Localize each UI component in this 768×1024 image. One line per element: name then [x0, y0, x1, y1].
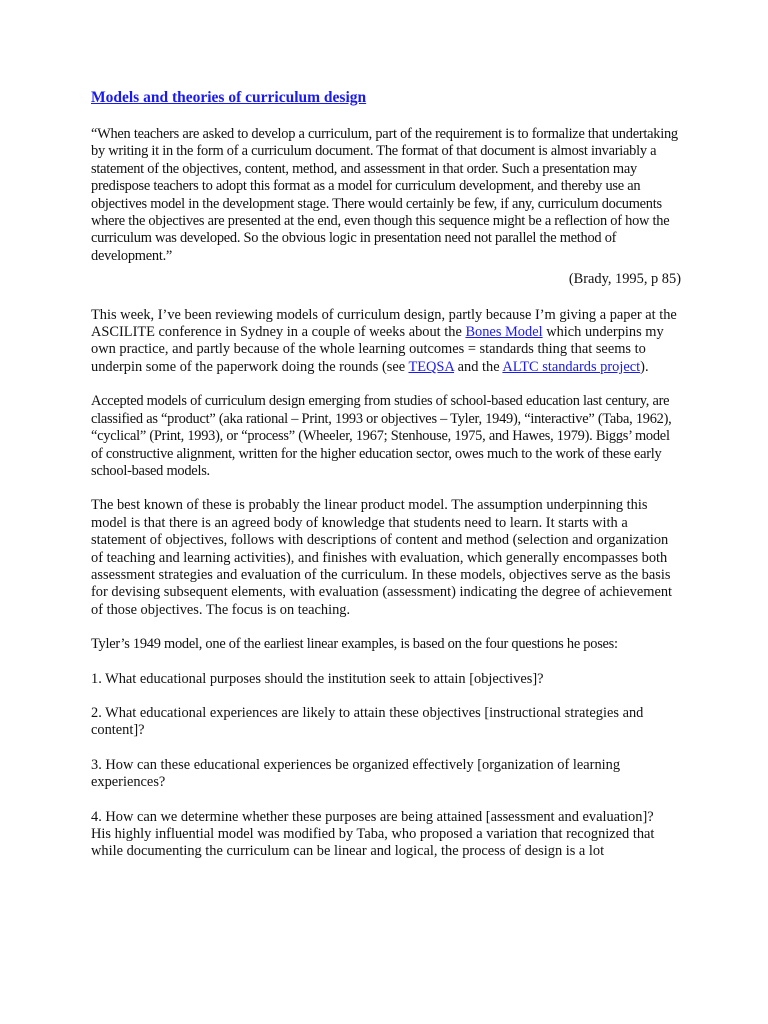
paragraph-tyler: Tyler’s 1949 model, one of the earliest linear examples, is based on the four questions he poses:	[91, 636, 618, 653]
question-4: 4. How can we determine whether these purposes are being attained [assessment and evaluation]?	[91, 808, 654, 825]
paragraph-linear-model: The best known of these is probably the linear product model. The assumption underpinning this model is that there is an agreed body of knowledge that students need to learn. It starts with a statement of objectives, follows with descriptions of content and method (selection and organization of teaching and learning activities), and finishes with evaluation, which generally encompasses both assessment strategies and evaluation of the curriculum. In these models, objectives serve as the basis for devising subsequent elements, with evaluation (assessment) indicating the degree of achievement of those objectives. The focus is on teaching.	[91, 497, 673, 618]
title-link[interactable]: Models and theories of curriculum design	[91, 89, 367, 106]
teqsa-link[interactable]: TEQSA	[408, 358, 455, 375]
paragraph-intro-text-3: and the	[454, 358, 503, 375]
paragraph-intro-text-4: ).	[640, 358, 649, 375]
page-title	[91, 88, 681, 108]
quote-citation: (Brady, 1995, p 85)	[568, 271, 681, 288]
paragraph-intro	[91, 307, 681, 377]
paragraph-models: Accepted models of curriculum design emerging from studies of school-based education last century, are classified as “product” (aka rational – Print, 1993 or objectives – Tyler, 1949), “interactive” (Taba, 1962), “cyclical” (Print, 1993), or “process” (Wheeler, 1967; Stenhouse, 1975, and Hawes, 1979). Biggs’ model of constructive alignment, written for the higher education sector, owes much to the work of these early school-based models.	[91, 393, 672, 479]
paragraph-taba: His highly influential model was modified by Taba, who proposed a variation that recognized that while documenting the curriculum can be linear and logical, the process of design is a lot	[91, 826, 655, 860]
document-page	[91, 88, 681, 878]
bones-model-link[interactable]: Bones Model	[465, 324, 543, 341]
opening-quote: “When teachers are asked to develop a curriculum, part of the requirement is to formalize that undertaking by writing it in the form of a curriculum document. The format of that document is almost invariably a statement of the objectives, content, method, and assessment in that order. Such a presentation may predispose teachers to adopt this format as a model for curriculum development, and thereby use an objectives model in the development stage. There would certainly be few, if any, curriculum documents where the objectives are presented at the end, even though this sequence might be a reflection of how the curriculum was developed. So the obvious logic in presentation need not parallel the method of development.”	[91, 126, 678, 264]
question-1: 1. What educational purposes should the institution seek to attain [objectives]?	[91, 670, 544, 687]
question-2: 2. What educational experiences are likely to attain these objectives [instructional strategies and content]?	[91, 704, 644, 739]
altc-standards-link[interactable]: ALTC standards project	[502, 358, 641, 375]
question-3: 3. How can these educational experiences be organized effectively [organization of learning experiences?	[91, 756, 621, 791]
paragraph-intro-text-1: This week, I’ve been reviewing models of curriculum design, partly because I’m giving a paper at the ASCILITE conference in Sydney in a couple of weeks about the	[91, 306, 677, 341]
paragraph-intro-text-2: which underpins my own practice, and partly because of the whole learning outcomes = standards thing that seems to underpin some of the paperwork doing the rounds (see	[91, 324, 664, 375]
